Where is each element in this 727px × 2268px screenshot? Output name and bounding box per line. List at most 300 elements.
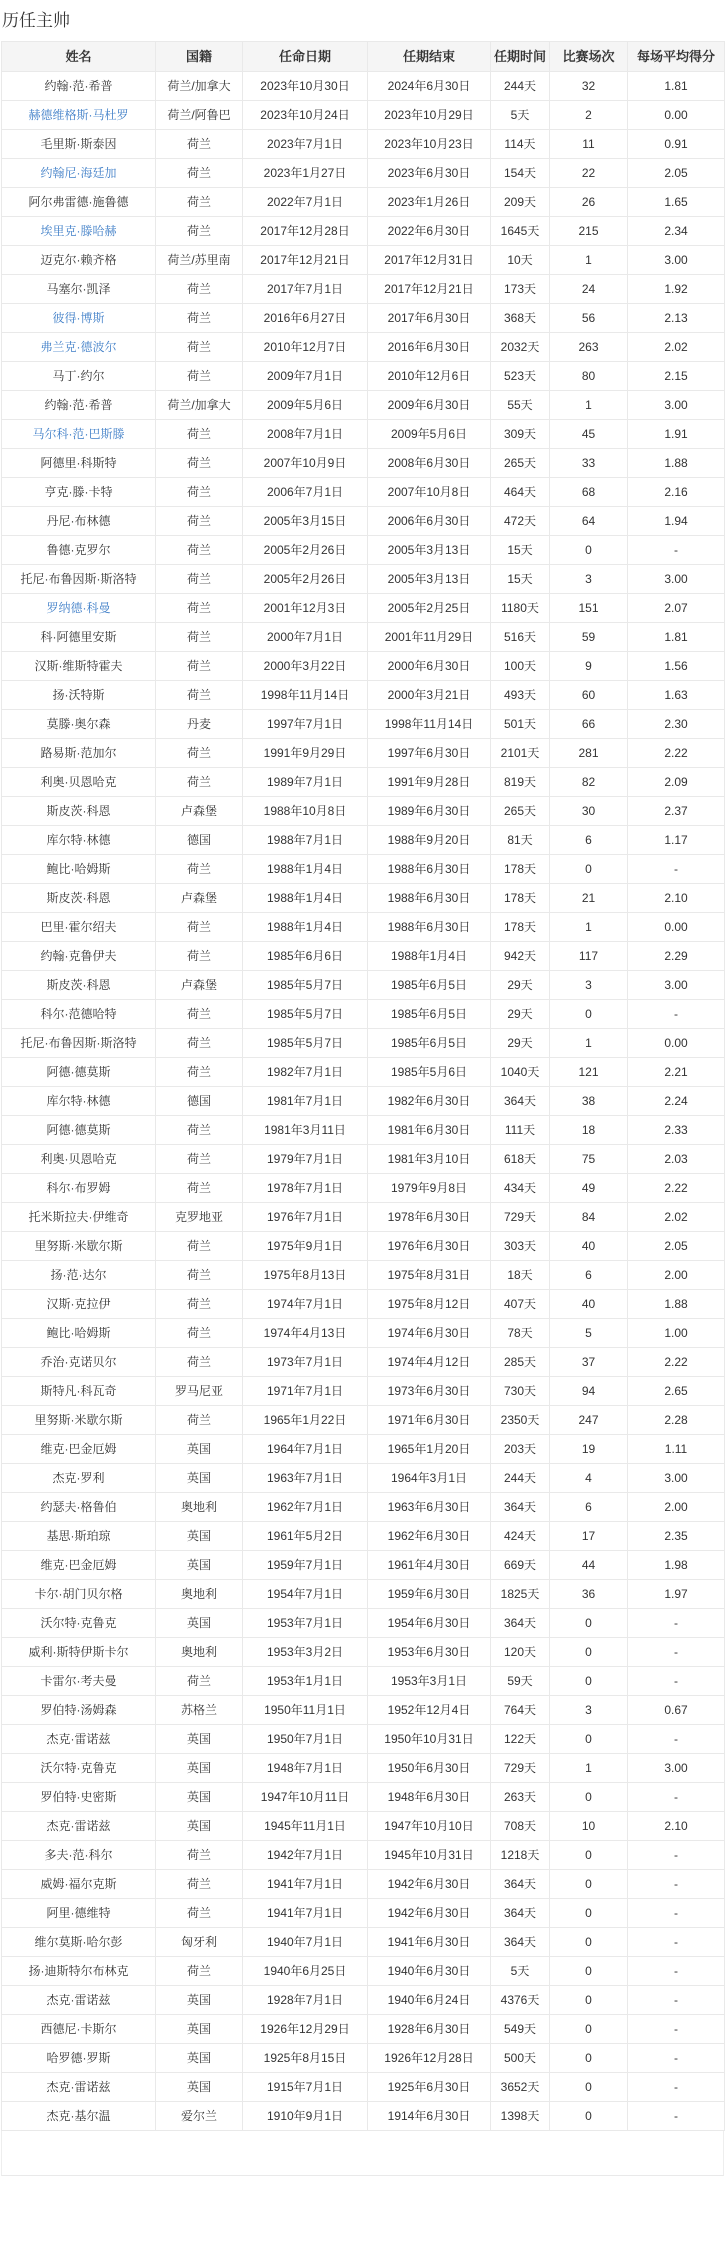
coach-link[interactable]: 罗纳德·科曼 bbox=[46, 601, 111, 615]
table-row bbox=[2, 652, 725, 681]
coach-name-cell: 维克·巴金厄姆 bbox=[2, 1551, 156, 1580]
table-row bbox=[2, 1406, 725, 1435]
coach-name-cell: 库尔特·林德 bbox=[2, 826, 156, 855]
matches-cell: 0 bbox=[550, 1841, 628, 1870]
end-date-cell: 1998年11月14日 bbox=[368, 710, 491, 739]
avg-points-cell: 1.97 bbox=[628, 1580, 725, 1609]
nationality-cell: 荷兰 bbox=[156, 130, 243, 159]
start-date-cell: 1950年11月1日 bbox=[243, 1696, 368, 1725]
avg-points-cell: - bbox=[628, 1841, 725, 1870]
start-date-cell: 1953年7月1日 bbox=[243, 1609, 368, 1638]
end-date-cell: 2008年6月30日 bbox=[368, 449, 491, 478]
table-row bbox=[2, 1290, 725, 1319]
avg-points-cell: 1.17 bbox=[628, 826, 725, 855]
start-date-cell: 2000年3月22日 bbox=[243, 652, 368, 681]
duration-cell: 364天 bbox=[491, 1609, 550, 1638]
table-row bbox=[2, 1667, 725, 1696]
table-row bbox=[2, 333, 725, 362]
avg-points-cell: 1.94 bbox=[628, 507, 725, 536]
nationality-cell: 荷兰 bbox=[156, 362, 243, 391]
start-date-cell: 1915年7月1日 bbox=[243, 2073, 368, 2102]
coach-link[interactable]: 马尔科·范·巴斯滕 bbox=[32, 427, 125, 441]
table-row bbox=[2, 1116, 725, 1145]
duration-cell: 15天 bbox=[491, 565, 550, 594]
end-date-cell: 1926年12月28日 bbox=[368, 2044, 491, 2073]
coach-name-cell: 斯皮茨·科恩 bbox=[2, 797, 156, 826]
column-header-matches: 比赛场次 bbox=[550, 42, 628, 72]
duration-cell: 154天 bbox=[491, 159, 550, 188]
start-date-cell: 1953年3月2日 bbox=[243, 1638, 368, 1667]
coach-name-cell: 利奥·贝恩哈克 bbox=[2, 1145, 156, 1174]
table-row bbox=[2, 565, 725, 594]
table-row bbox=[2, 304, 725, 333]
start-date-cell: 1988年1月4日 bbox=[243, 884, 368, 913]
end-date-cell: 1991年9月28日 bbox=[368, 768, 491, 797]
coach-link[interactable]: 埃里克·滕哈赫 bbox=[40, 224, 117, 238]
nationality-cell: 荷兰 bbox=[156, 188, 243, 217]
avg-points-cell: 2.28 bbox=[628, 1406, 725, 1435]
duration-cell: 3652天 bbox=[491, 2073, 550, 2102]
end-date-cell: 1925年6月30日 bbox=[368, 2073, 491, 2102]
duration-cell: 209天 bbox=[491, 188, 550, 217]
end-date-cell: 1942年6月30日 bbox=[368, 1870, 491, 1899]
start-date-cell: 1945年11月1日 bbox=[243, 1812, 368, 1841]
duration-cell: 2032天 bbox=[491, 333, 550, 362]
coach-name-cell: 莫滕·奥尔森 bbox=[2, 710, 156, 739]
start-date-cell: 1973年7月1日 bbox=[243, 1348, 368, 1377]
avg-points-cell: - bbox=[628, 1783, 725, 1812]
end-date-cell: 2005年3月13日 bbox=[368, 565, 491, 594]
start-date-cell: 1940年6月25日 bbox=[243, 1957, 368, 1986]
table-row bbox=[2, 1145, 725, 1174]
nationality-cell: 英国 bbox=[156, 2073, 243, 2102]
nationality-cell: 丹麦 bbox=[156, 710, 243, 739]
coach-name-cell: 迈克尔·赖齐格 bbox=[2, 246, 156, 275]
avg-points-cell: 1.88 bbox=[628, 1290, 725, 1319]
coach-name-cell: 库尔特·林德 bbox=[2, 1087, 156, 1116]
end-date-cell: 1964年3月1日 bbox=[368, 1464, 491, 1493]
end-date-cell: 2023年10月23日 bbox=[368, 130, 491, 159]
matches-cell: 66 bbox=[550, 710, 628, 739]
table-row bbox=[2, 478, 725, 507]
avg-points-cell: 2.65 bbox=[628, 1377, 725, 1406]
matches-cell: 44 bbox=[550, 1551, 628, 1580]
matches-cell: 0 bbox=[550, 536, 628, 565]
coach-link[interactable]: 弗兰克·德波尔 bbox=[40, 340, 117, 354]
start-date-cell: 2005年2月26日 bbox=[243, 536, 368, 565]
matches-cell: 0 bbox=[550, 1928, 628, 1957]
nationality-cell: 荷兰 bbox=[156, 1232, 243, 1261]
duration-cell: 244天 bbox=[491, 1464, 550, 1493]
end-date-cell: 1974年6月30日 bbox=[368, 1319, 491, 1348]
avg-points-cell: 1.81 bbox=[628, 623, 725, 652]
avg-points-cell: 1.81 bbox=[628, 72, 725, 101]
start-date-cell: 2009年7月1日 bbox=[243, 362, 368, 391]
nationality-cell: 英国 bbox=[156, 1551, 243, 1580]
table-row bbox=[2, 1696, 725, 1725]
table-row bbox=[2, 1580, 725, 1609]
end-date-cell: 2000年3月21日 bbox=[368, 681, 491, 710]
nationality-cell: 荷兰 bbox=[156, 855, 243, 884]
matches-cell: 82 bbox=[550, 768, 628, 797]
end-date-cell: 1988年6月30日 bbox=[368, 855, 491, 884]
coach-link[interactable]: 约翰尼·海廷加 bbox=[40, 166, 117, 180]
coach-name-cell: 汉斯·克拉伊 bbox=[2, 1290, 156, 1319]
coach-name-cell: 杰克·基尔温 bbox=[2, 2102, 156, 2131]
end-date-cell: 2023年1月26日 bbox=[368, 188, 491, 217]
coach-link[interactable]: 赫德维格斯·马杜罗 bbox=[28, 108, 129, 122]
table-row bbox=[2, 1435, 725, 1464]
start-date-cell: 2023年10月30日 bbox=[243, 72, 368, 101]
coach-name-cell: 汉斯·维斯特霍夫 bbox=[2, 652, 156, 681]
duration-cell: 100天 bbox=[491, 652, 550, 681]
duration-cell: 265天 bbox=[491, 797, 550, 826]
end-date-cell: 1985年5月6日 bbox=[368, 1058, 491, 1087]
coach-name-cell: 阿德·德莫斯 bbox=[2, 1116, 156, 1145]
end-date-cell: 1985年6月5日 bbox=[368, 1029, 491, 1058]
start-date-cell: 2017年12月28日 bbox=[243, 217, 368, 246]
start-date-cell: 1926年12月29日 bbox=[243, 2015, 368, 2044]
table-row bbox=[2, 536, 725, 565]
duration-cell: 523天 bbox=[491, 362, 550, 391]
coach-name-cell: 巴里·霍尔绍夫 bbox=[2, 913, 156, 942]
table-row bbox=[2, 507, 725, 536]
start-date-cell: 1975年8月13日 bbox=[243, 1261, 368, 1290]
nationality-cell: 荷兰 bbox=[156, 1667, 243, 1696]
avg-points-cell: 2.07 bbox=[628, 594, 725, 623]
matches-cell: 0 bbox=[550, 1000, 628, 1029]
avg-points-cell: 0.00 bbox=[628, 913, 725, 942]
matches-cell: 37 bbox=[550, 1348, 628, 1377]
nationality-cell: 英国 bbox=[156, 1812, 243, 1841]
duration-cell: 265天 bbox=[491, 449, 550, 478]
matches-cell: 56 bbox=[550, 304, 628, 333]
matches-cell: 1 bbox=[550, 1029, 628, 1058]
avg-points-cell: 2.33 bbox=[628, 1116, 725, 1145]
matches-cell: 60 bbox=[550, 681, 628, 710]
avg-points-cell: 1.63 bbox=[628, 681, 725, 710]
coach-name-cell: 约翰·克鲁伊夫 bbox=[2, 942, 156, 971]
coach-name-cell: 扬·范·达尔 bbox=[2, 1261, 156, 1290]
end-date-cell: 1928年6月30日 bbox=[368, 2015, 491, 2044]
avg-points-cell: 2.22 bbox=[628, 739, 725, 768]
coach-name-cell: 阿尔弗雷德·施鲁德 bbox=[2, 188, 156, 217]
coach-name-cell: 科尔·布罗姆 bbox=[2, 1174, 156, 1203]
end-date-cell: 1950年10月31日 bbox=[368, 1725, 491, 1754]
start-date-cell: 2009年5月6日 bbox=[243, 391, 368, 420]
table-row bbox=[2, 1029, 725, 1058]
matches-cell: 0 bbox=[550, 1638, 628, 1667]
coach-name-cell: 沃尔特·克鲁克 bbox=[2, 1754, 156, 1783]
coach-name-cell: 毛里斯·斯泰因 bbox=[2, 130, 156, 159]
matches-cell: 4 bbox=[550, 1464, 628, 1493]
avg-points-cell: 3.00 bbox=[628, 246, 725, 275]
end-date-cell: 1981年3月10日 bbox=[368, 1145, 491, 1174]
table-row bbox=[2, 1870, 725, 1899]
avg-points-cell: 0.00 bbox=[628, 101, 725, 130]
coach-name-cell: 阿里·德维特 bbox=[2, 1899, 156, 1928]
nationality-cell: 荷兰/苏里南 bbox=[156, 246, 243, 275]
avg-points-cell: - bbox=[628, 2102, 725, 2131]
table-row bbox=[2, 594, 725, 623]
matches-cell: 18 bbox=[550, 1116, 628, 1145]
nationality-cell: 荷兰 bbox=[156, 507, 243, 536]
nationality-cell: 荷兰 bbox=[156, 623, 243, 652]
end-date-cell: 2017年12月21日 bbox=[368, 275, 491, 304]
table-row bbox=[2, 855, 725, 884]
coach-name-cell: 利奥·贝恩哈克 bbox=[2, 768, 156, 797]
duration-cell: 59天 bbox=[491, 1667, 550, 1696]
nationality-cell: 荷兰 bbox=[156, 1174, 243, 1203]
coach-name-cell: 鲍比·哈姆斯 bbox=[2, 1319, 156, 1348]
start-date-cell: 2008年7月1日 bbox=[243, 420, 368, 449]
table-row bbox=[2, 710, 725, 739]
duration-cell: 18天 bbox=[491, 1261, 550, 1290]
column-header-avg-points: 每场平均得分 bbox=[628, 42, 725, 72]
start-date-cell: 1982年7月1日 bbox=[243, 1058, 368, 1087]
start-date-cell: 2022年7月1日 bbox=[243, 188, 368, 217]
start-date-cell: 2007年10月9日 bbox=[243, 449, 368, 478]
nationality-cell: 荷兰 bbox=[156, 275, 243, 304]
avg-points-cell: 2.05 bbox=[628, 1232, 725, 1261]
end-date-cell: 2017年6月30日 bbox=[368, 304, 491, 333]
matches-cell: 38 bbox=[550, 1087, 628, 1116]
nationality-cell: 荷兰 bbox=[156, 1116, 243, 1145]
matches-cell: 3 bbox=[550, 971, 628, 1000]
nationality-cell: 荷兰 bbox=[156, 565, 243, 594]
matches-cell: 263 bbox=[550, 333, 628, 362]
duration-cell: 29天 bbox=[491, 1029, 550, 1058]
table-row bbox=[2, 1348, 725, 1377]
duration-cell: 618天 bbox=[491, 1145, 550, 1174]
duration-cell: 364天 bbox=[491, 1899, 550, 1928]
avg-points-cell: 1.88 bbox=[628, 449, 725, 478]
avg-points-cell: - bbox=[628, 855, 725, 884]
matches-cell: 0 bbox=[550, 1783, 628, 1812]
nationality-cell: 匈牙利 bbox=[156, 1928, 243, 1957]
end-date-cell: 1954年6月30日 bbox=[368, 1609, 491, 1638]
start-date-cell: 1959年7月1日 bbox=[243, 1551, 368, 1580]
table-header bbox=[2, 42, 725, 72]
coach-name-cell: 乔治·克诺贝尔 bbox=[2, 1348, 156, 1377]
coach-name-cell: 科尔·范德哈特 bbox=[2, 1000, 156, 1029]
duration-cell: 493天 bbox=[491, 681, 550, 710]
duration-cell: 111天 bbox=[491, 1116, 550, 1145]
matches-cell: 5 bbox=[550, 1319, 628, 1348]
end-date-cell: 2001年11月29日 bbox=[368, 623, 491, 652]
table-row bbox=[2, 246, 725, 275]
coach-name-cell: 扬·沃特斯 bbox=[2, 681, 156, 710]
coach-name-cell bbox=[2, 101, 156, 130]
nationality-cell: 英国 bbox=[156, 1609, 243, 1638]
end-date-cell: 2023年10月29日 bbox=[368, 101, 491, 130]
duration-cell: 263天 bbox=[491, 1783, 550, 1812]
table-row bbox=[2, 391, 725, 420]
coach-name-cell: 维尔莫斯·哈尔彭 bbox=[2, 1928, 156, 1957]
nationality-cell: 英国 bbox=[156, 1522, 243, 1551]
table-row bbox=[2, 1000, 725, 1029]
duration-cell: 122天 bbox=[491, 1725, 550, 1754]
table-row bbox=[2, 2044, 725, 2073]
start-date-cell: 1961年5月2日 bbox=[243, 1522, 368, 1551]
duration-cell: 819天 bbox=[491, 768, 550, 797]
duration-cell: 1180天 bbox=[491, 594, 550, 623]
avg-points-cell: 2.13 bbox=[628, 304, 725, 333]
column-header-nationality: 国籍 bbox=[156, 42, 243, 72]
matches-cell: 24 bbox=[550, 275, 628, 304]
end-date-cell: 1945年10月31日 bbox=[368, 1841, 491, 1870]
duration-cell: 78天 bbox=[491, 1319, 550, 1348]
nationality-cell: 荷兰 bbox=[156, 1870, 243, 1899]
coach-name-cell: 里努斯·米歇尔斯 bbox=[2, 1406, 156, 1435]
avg-points-cell: 2.29 bbox=[628, 942, 725, 971]
matches-cell: 0 bbox=[550, 1986, 628, 2015]
start-date-cell: 1979年7月1日 bbox=[243, 1145, 368, 1174]
table-row bbox=[2, 1174, 725, 1203]
duration-cell: 120天 bbox=[491, 1638, 550, 1667]
table-row bbox=[2, 1841, 725, 1870]
table-row bbox=[2, 217, 725, 246]
duration-cell: 55天 bbox=[491, 391, 550, 420]
table-row bbox=[2, 797, 725, 826]
coach-name-cell: 路易斯·范加尔 bbox=[2, 739, 156, 768]
end-date-cell: 1953年6月30日 bbox=[368, 1638, 491, 1667]
table-row bbox=[2, 681, 725, 710]
nationality-cell: 荷兰/加拿大 bbox=[156, 391, 243, 420]
end-date-cell: 2005年3月13日 bbox=[368, 536, 491, 565]
duration-cell: 500天 bbox=[491, 2044, 550, 2073]
avg-points-cell: 1.98 bbox=[628, 1551, 725, 1580]
start-date-cell: 1910年9月1日 bbox=[243, 2102, 368, 2131]
start-date-cell: 1988年7月1日 bbox=[243, 826, 368, 855]
end-date-cell: 2005年2月25日 bbox=[368, 594, 491, 623]
matches-cell: 0 bbox=[550, 1667, 628, 1696]
coach-name-cell: 基思·斯珀琼 bbox=[2, 1522, 156, 1551]
end-date-cell: 1988年9月20日 bbox=[368, 826, 491, 855]
nationality-cell: 荷兰 bbox=[156, 1058, 243, 1087]
duration-cell: 501天 bbox=[491, 710, 550, 739]
end-date-cell: 1982年6月30日 bbox=[368, 1087, 491, 1116]
matches-cell: 0 bbox=[550, 1609, 628, 1638]
matches-cell: 0 bbox=[550, 2073, 628, 2102]
duration-cell: 669天 bbox=[491, 1551, 550, 1580]
duration-cell: 764天 bbox=[491, 1696, 550, 1725]
start-date-cell: 2016年6月27日 bbox=[243, 304, 368, 333]
nationality-cell: 荷兰 bbox=[156, 1000, 243, 1029]
matches-cell: 0 bbox=[550, 1899, 628, 1928]
table-row bbox=[2, 1261, 725, 1290]
avg-points-cell: 2.22 bbox=[628, 1174, 725, 1203]
avg-points-cell: 2.02 bbox=[628, 333, 725, 362]
duration-cell: 1040天 bbox=[491, 1058, 550, 1087]
nationality-cell: 荷兰 bbox=[156, 1319, 243, 1348]
nationality-cell: 荷兰/加拿大 bbox=[156, 72, 243, 101]
end-date-cell: 1965年1月20日 bbox=[368, 1435, 491, 1464]
end-date-cell: 1976年6月30日 bbox=[368, 1232, 491, 1261]
duration-cell: 730天 bbox=[491, 1377, 550, 1406]
nationality-cell: 荷兰 bbox=[156, 913, 243, 942]
avg-points-cell: 2.30 bbox=[628, 710, 725, 739]
avg-points-cell: 2.10 bbox=[628, 1812, 725, 1841]
end-date-cell: 1963年6月30日 bbox=[368, 1493, 491, 1522]
page-title: 历任主帅 bbox=[2, 11, 70, 30]
end-date-cell: 1962年6月30日 bbox=[368, 1522, 491, 1551]
nationality-cell: 荷兰 bbox=[156, 333, 243, 362]
start-date-cell: 1997年7月1日 bbox=[243, 710, 368, 739]
start-date-cell: 1981年7月1日 bbox=[243, 1087, 368, 1116]
matches-cell: 0 bbox=[550, 1957, 628, 1986]
matches-cell: 2 bbox=[550, 101, 628, 130]
nationality-cell: 荷兰 bbox=[156, 594, 243, 623]
start-date-cell: 1942年7月1日 bbox=[243, 1841, 368, 1870]
coach-name-cell: 罗伯特·汤姆森 bbox=[2, 1696, 156, 1725]
start-date-cell: 2005年3月15日 bbox=[243, 507, 368, 536]
table-row bbox=[2, 1638, 725, 1667]
table-row bbox=[2, 449, 725, 478]
matches-cell: 6 bbox=[550, 1261, 628, 1290]
start-date-cell: 2017年7月1日 bbox=[243, 275, 368, 304]
duration-cell: 178天 bbox=[491, 855, 550, 884]
coach-name-cell: 多夫·范·科尔 bbox=[2, 1841, 156, 1870]
coach-name-cell: 威姆·福尔克斯 bbox=[2, 1870, 156, 1899]
end-date-cell: 1941年6月30日 bbox=[368, 1928, 491, 1957]
duration-cell: 285天 bbox=[491, 1348, 550, 1377]
start-date-cell: 1947年10月11日 bbox=[243, 1783, 368, 1812]
duration-cell: 114天 bbox=[491, 130, 550, 159]
avg-points-cell: 1.11 bbox=[628, 1435, 725, 1464]
start-date-cell: 1991年9月29日 bbox=[243, 739, 368, 768]
table-row bbox=[2, 768, 725, 797]
avg-points-cell: 2.21 bbox=[628, 1058, 725, 1087]
end-date-cell: 1953年3月1日 bbox=[368, 1667, 491, 1696]
start-date-cell: 1976年7月1日 bbox=[243, 1203, 368, 1232]
end-date-cell: 1950年6月30日 bbox=[368, 1754, 491, 1783]
duration-cell: 364天 bbox=[491, 1493, 550, 1522]
column-header-duration: 任期时间 bbox=[491, 42, 550, 72]
duration-cell: 5天 bbox=[491, 101, 550, 130]
table-row bbox=[2, 1464, 725, 1493]
matches-cell: 19 bbox=[550, 1435, 628, 1464]
end-date-cell: 1988年1月4日 bbox=[368, 942, 491, 971]
table-row bbox=[2, 884, 725, 913]
table-row bbox=[2, 1203, 725, 1232]
coach-name-cell: 卡尔·胡门贝尔格 bbox=[2, 1580, 156, 1609]
matches-cell: 84 bbox=[550, 1203, 628, 1232]
nationality-cell: 克罗地亚 bbox=[156, 1203, 243, 1232]
start-date-cell: 1940年7月1日 bbox=[243, 1928, 368, 1957]
table-footer-spacer bbox=[1, 2131, 724, 2176]
coach-link[interactable]: 彼得·博斯 bbox=[52, 311, 105, 325]
table-row bbox=[2, 1232, 725, 1261]
coach-name-cell: 约翰·范·希普 bbox=[2, 391, 156, 420]
table-row bbox=[2, 72, 725, 101]
duration-cell: 4376天 bbox=[491, 1986, 550, 2015]
end-date-cell: 1940年6月24日 bbox=[368, 1986, 491, 2015]
coach-name-cell: 西德尼·卡斯尔 bbox=[2, 2015, 156, 2044]
table-row bbox=[2, 159, 725, 188]
start-date-cell: 1948年7月1日 bbox=[243, 1754, 368, 1783]
start-date-cell: 1985年5月7日 bbox=[243, 971, 368, 1000]
duration-cell: 729天 bbox=[491, 1754, 550, 1783]
matches-cell: 17 bbox=[550, 1522, 628, 1551]
nationality-cell: 荷兰 bbox=[156, 1261, 243, 1290]
table-row bbox=[2, 188, 725, 217]
nationality-cell: 荷兰 bbox=[156, 681, 243, 710]
coach-name-cell: 维克·巴金厄姆 bbox=[2, 1435, 156, 1464]
end-date-cell: 1942年6月30日 bbox=[368, 1899, 491, 1928]
column-header-end-date: 任期结束 bbox=[368, 42, 491, 72]
start-date-cell: 2001年12月3日 bbox=[243, 594, 368, 623]
